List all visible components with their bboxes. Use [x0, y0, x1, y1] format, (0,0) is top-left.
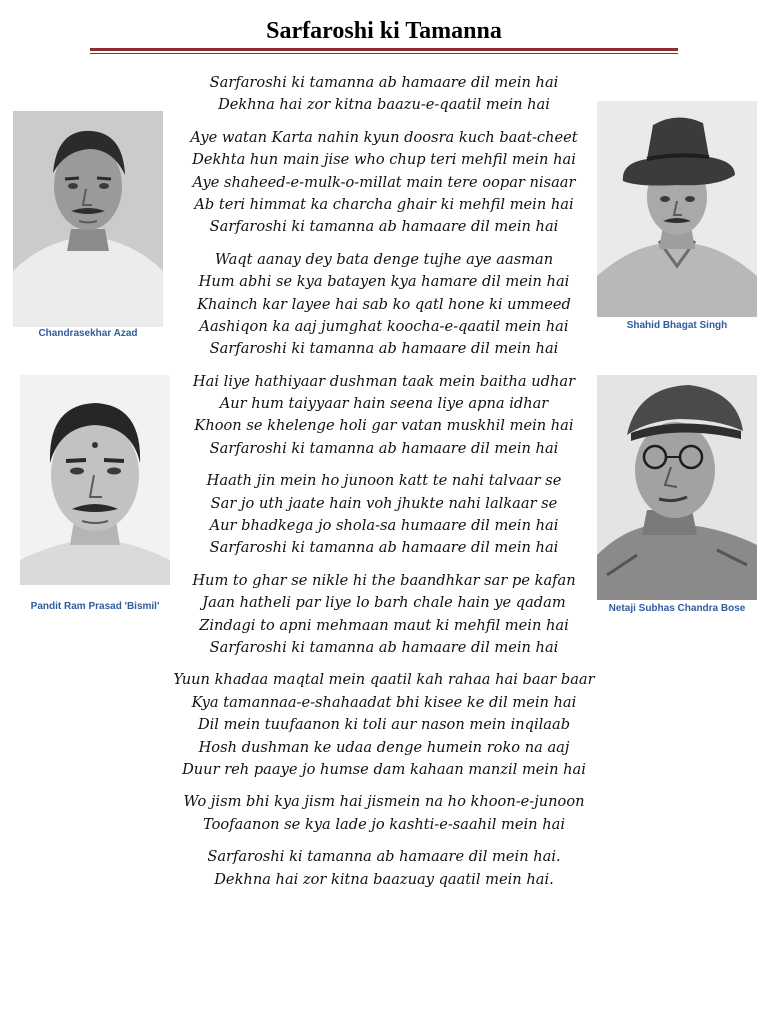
poem-line: Aye shaheed-e-mulk-o-millat main tere oopar nisaar — [192, 173, 576, 191]
portrait-bose — [597, 375, 757, 600]
poem-stanza — [160, 72, 608, 117]
poem-line: Hum to ghar se nikle hi the baandhkar sar pe kafan — [192, 571, 576, 589]
poem-stanza — [160, 470, 608, 560]
caption-bose: Netaji Subhas Chandra Bose — [608, 603, 746, 614]
poem-line: Wo jism bhi kya jism hai jismein na ho khoon-e-junoon — [183, 793, 585, 811]
portrait-bismil — [20, 375, 170, 585]
poem-line: Sarfaroshi ki tamanna ab hamaare dil mein hai. — [207, 848, 561, 866]
title-rule — [90, 48, 678, 51]
poem-line: Haath jin mein ho junoon katt te nahi talvaar se — [206, 472, 562, 490]
poem-line: Sarfaroshi ki tamanna ab hamaare dil mein hai — [209, 340, 559, 358]
poem-line: Duur reh paaye jo humse dam kahaan manzil mein hai — [182, 760, 586, 778]
poem-line: Waqt aanay dey bata denge tujhe aye aasman — [214, 250, 554, 268]
title-rule-thin — [90, 53, 678, 54]
poem-line: Yuun khadaa maqtal mein qaatil kah rahaa hai baar baar — [173, 671, 595, 689]
poem-line: Sar jo uth jaate hain voh jhukte nahi lalkaar se — [210, 494, 558, 512]
poem-line: Toofaanon se kya lade jo kashti-e-saahil mein hai — [202, 815, 565, 833]
poem-line: Sarfaroshi ki tamanna ab hamaare dil mein hai — [209, 439, 559, 457]
poem-line: Hosh dushman ke udaa denge humein roko na aaj — [198, 738, 570, 756]
poem-line: Dekhta hun main jise who chup teri mehfil mein hai — [192, 151, 576, 169]
poem-line: Dekhna hai zor kitna baazu-e-qaatil mein hai — [218, 96, 550, 114]
portrait-bhagat-singh — [597, 101, 757, 317]
poem-line: Khainch kar layee hai sab ko qatl hone ki ummeed — [197, 295, 571, 313]
poem-line: Dil mein tuufaanon ki toli aur nason mein inqilaab — [197, 716, 571, 734]
poem-line: Sarfaroshi ki tamanna ab hamaare dil mein hai — [209, 74, 559, 91]
poem-line: Sarfaroshi ki tamanna ab hamaare dil mein hai — [209, 539, 559, 557]
poem-stanza — [160, 249, 608, 361]
poem-line: Hum abhi se kya batayen kya hamare dil mein hai — [198, 273, 570, 291]
poem-stanza — [160, 791, 608, 836]
poem-line: Aur hum taiyyaar hain seena liye apna idhar — [219, 395, 549, 413]
poem-line: Aashiqon ka aaj jumghat koocha-e-qaatil mein hai — [199, 317, 569, 335]
caption-bismil: Pandit Ram Prasad 'Bismil' — [30, 601, 160, 612]
poem-line: Hai liye hathiyaar dushman taak mein baitha udhar — [192, 372, 576, 390]
poem-line: Sarfaroshi ki tamanna ab hamaare dil mein hai — [209, 638, 559, 656]
poem-line: Zindagi to apni mehmaan maut ki mehfil mein hai — [199, 616, 569, 634]
poem-line: Aur bhadkega jo shola-sa humaare dil mein hai — [209, 517, 559, 535]
caption-azad: Chandrasekhar Azad — [38, 328, 138, 339]
poem-stanza — [160, 570, 608, 660]
poem-line: Dekhna hai zor kitna baazuay qaatil mein hai. — [214, 870, 554, 888]
poem-line: Ab teri himmat ka charcha ghair ki mehfil mein hai — [194, 195, 574, 213]
poem-stanza — [160, 127, 608, 239]
poem-line: Kya tamannaa-e-shahaadat bhi kisee ke dil mein hai — [191, 693, 577, 711]
poem-line: Aye watan Karta nahin kyun doosra kuch baat-cheet — [190, 128, 578, 146]
page-title: Sarfaroshi ki Tamanna — [266, 18, 502, 44]
caption-bhagat-singh: Shahid Bhagat Singh — [626, 320, 728, 331]
portrait-azad — [13, 111, 163, 327]
poem-line: Khoon se khelenge holi gar vatan muskhil mein hai — [194, 417, 574, 435]
poem-stanza — [160, 669, 608, 781]
poem-line: Sarfaroshi ki tamanna ab hamaare dil mein hai — [209, 218, 559, 236]
poem-stanza — [160, 846, 608, 891]
poem — [160, 72, 608, 901]
poem-stanza — [160, 371, 608, 461]
poem-line: Jaan hatheli par liye lo barh chale hain ye qadam — [202, 594, 566, 612]
